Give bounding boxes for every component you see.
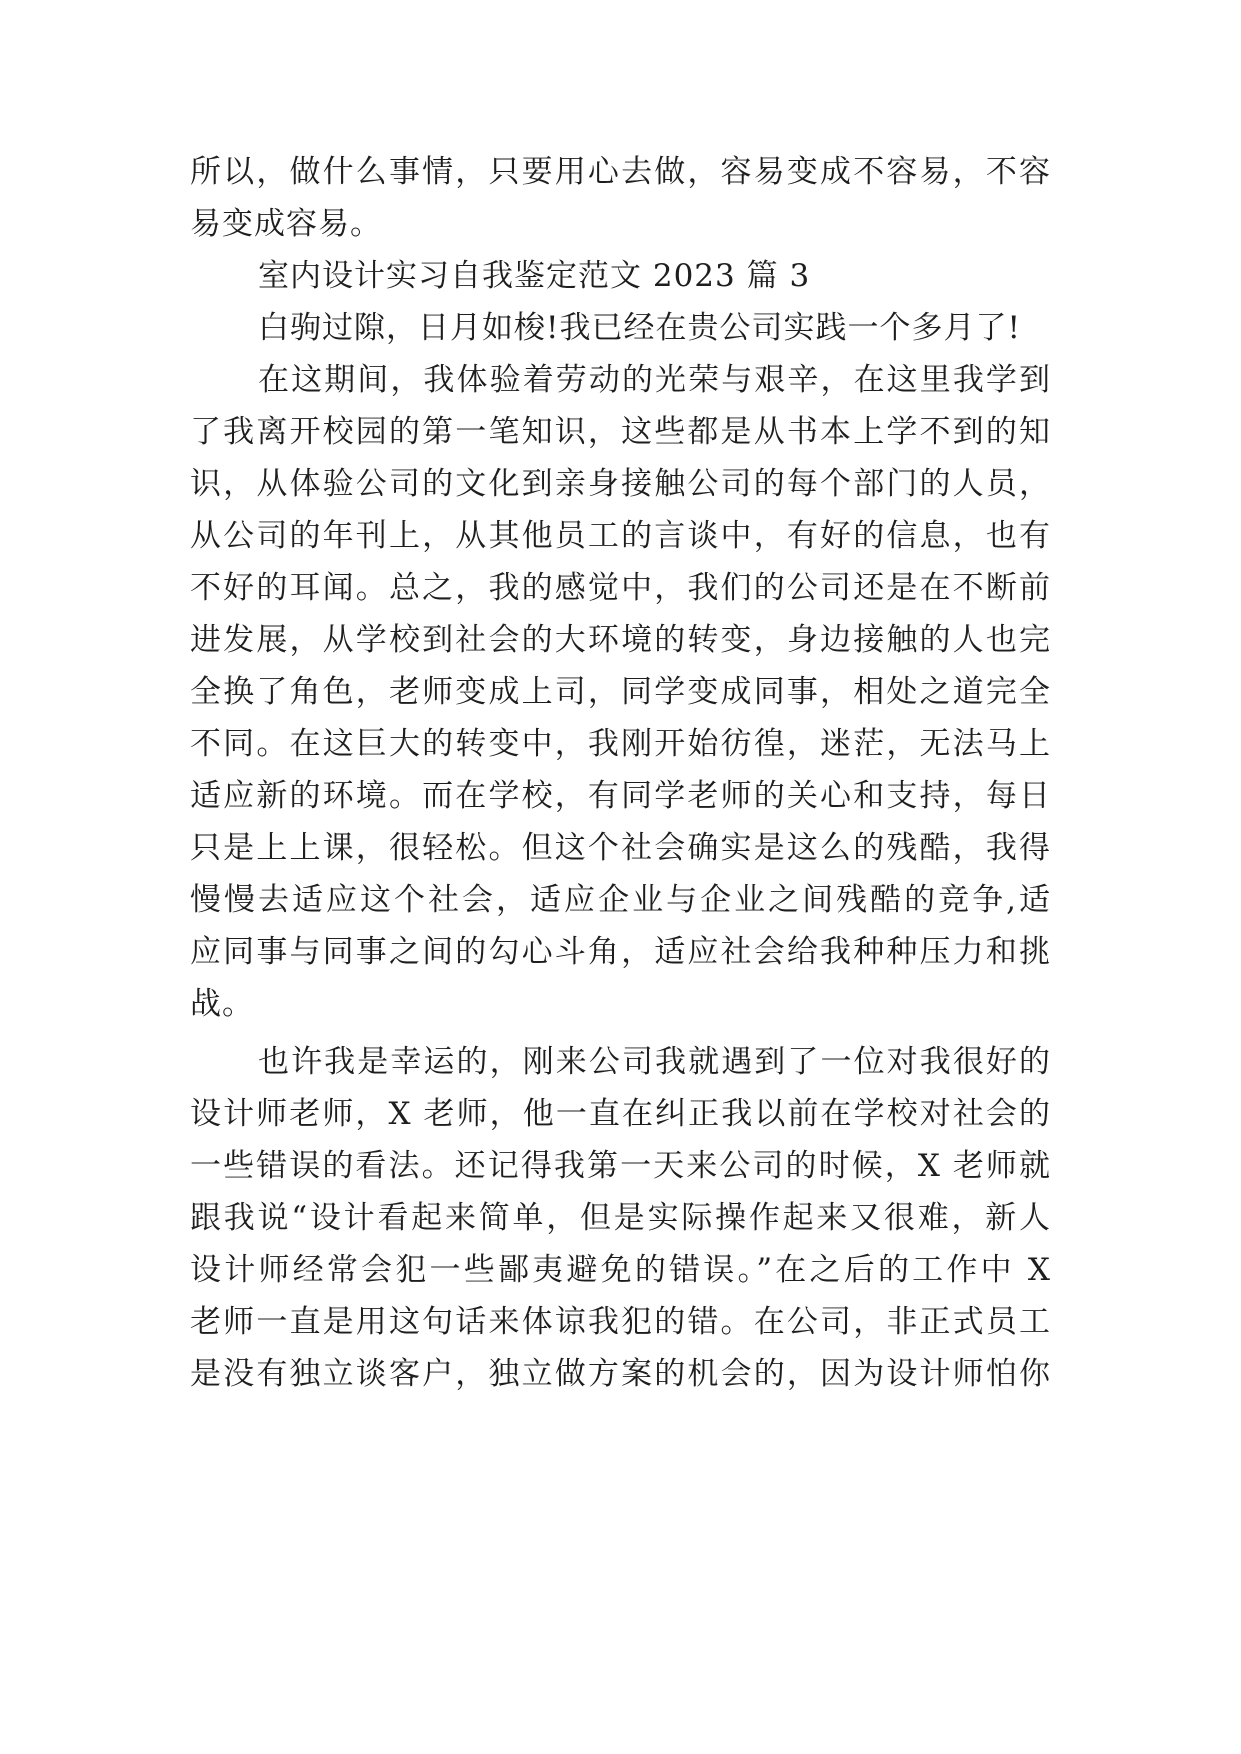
text-line: 白驹过隙，日月如梭!我已经在贵公司实践一个多月了! (258, 310, 1021, 346)
text-line: 易变成容易。 (190, 206, 382, 242)
text-line: 不同。在这巨大的转变中，我刚开始彷徨，迷茫，无法马上 (190, 726, 1051, 762)
text-line: 全换了角色，老师变成上司，同学变成同事，相处之道完全 (190, 674, 1051, 710)
text-line: 设计师经常会犯一些鄙夷避免的错误。”在之后的工作中 X (190, 1252, 1051, 1288)
text-line: 也许我是幸运的，刚来公司我就遇到了一位对我很好的 (258, 1044, 1051, 1080)
text-line: 老师一直是用这句话来体谅我犯的错。在公司，非正式员工 (190, 1304, 1051, 1340)
text-line: 所以，做什么事情，只要用心去做，容易变成不容易，不容 (190, 154, 1051, 190)
text-line: 不好的耳闻。总之，我的感觉中，我们的公司还是在不断前 (190, 570, 1051, 606)
text-line: 只是上上课，很轻松。但这个社会确实是这么的残酷，我得 (190, 830, 1051, 866)
text-line: 跟我说“设计看起来简单，但是实际操作起来又很难，新人 (190, 1200, 1051, 1236)
text-line: 识，从体验公司的文化到亲身接触公司的每个部门的人员， (190, 466, 1051, 502)
text-line: 了我离开校园的第一笔知识，这些都是从书本上学不到的知 (190, 414, 1051, 450)
text-line: 应同事与同事之间的勾心斗角，适应社会给我种种压力和挑 (190, 934, 1051, 970)
text-line: 一些错误的看法。还记得我第一天来公司的时候，X 老师就 (190, 1148, 1051, 1184)
text-line: 慢慢去适应这个社会，适应企业与企业之间残酷的竞争,适 (190, 882, 1051, 918)
text-line: 进发展，从学校到社会的大环境的转变，身边接触的人也完 (190, 622, 1051, 658)
text-line: 在这期间，我体验着劳动的光荣与艰辛，在这里我学到 (258, 362, 1051, 398)
text-line: 适应新的环境。而在学校，有同学老师的关心和支持，每日 (190, 778, 1051, 814)
text-line: 设计师老师，X 老师，他一直在纠正我以前在学校对社会的 (190, 1096, 1051, 1132)
section-heading: 室内设计实习自我鉴定范文 2023 篇 3 (258, 258, 811, 294)
text-line: 战。 (190, 986, 254, 1022)
text-line: 从公司的年刊上，从其他员工的言谈中，有好的信息，也有 (190, 518, 1051, 554)
text-line: 是没有独立谈客户，独立做方案的机会的，因为设计师怕你 (190, 1356, 1051, 1392)
